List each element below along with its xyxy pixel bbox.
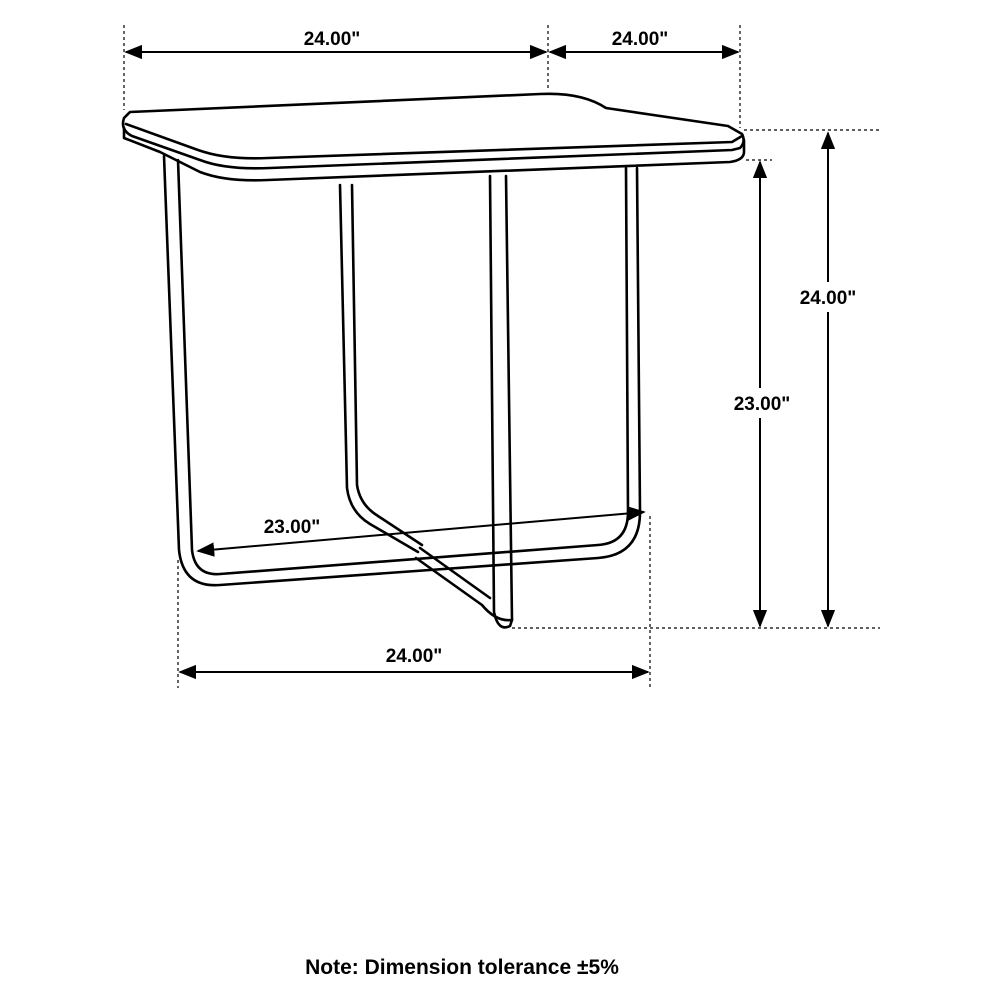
tolerance-note: Note: Dimension tolerance ±5% [305, 956, 619, 979]
top-depth-label: 24.00" [611, 29, 669, 50]
table-top [123, 94, 744, 181]
base-inner-width-label: 23.00" [263, 517, 321, 538]
top-width-label: 24.00" [303, 29, 361, 50]
table-legs [164, 156, 640, 627]
extension-lines [124, 25, 880, 688]
leg-height-label: 23.00" [733, 394, 791, 415]
overall-height-label: 24.00" [799, 288, 857, 309]
dimension-arrows [126, 52, 828, 672]
base-width-label: 24.00" [385, 646, 443, 667]
